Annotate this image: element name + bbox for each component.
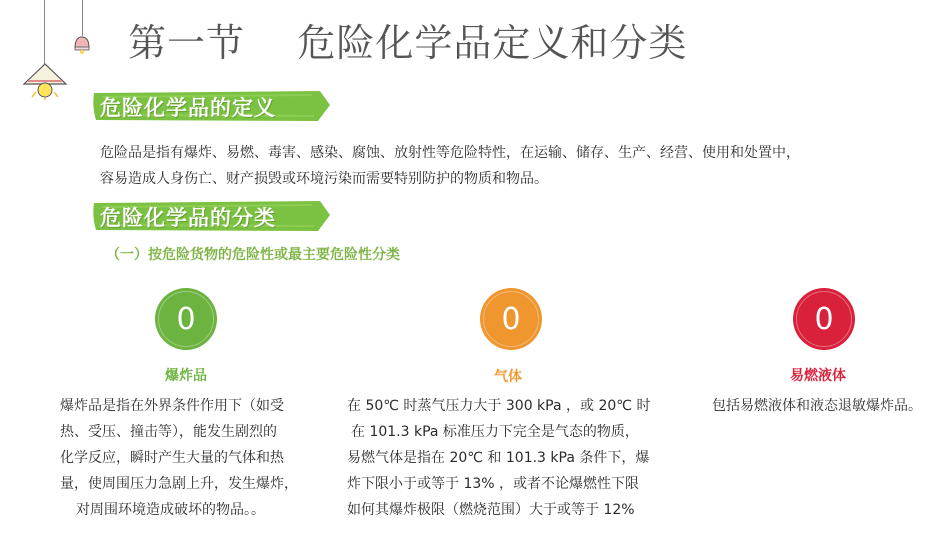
category-label-gases: 气体 xyxy=(494,369,522,385)
description-line: 炸下限小于或等于 13% ，或者不论爆燃性下限 xyxy=(347,476,640,492)
description-line: 在 50℃ 时蒸气压力大于 300 kPa ，或 20℃ 时 xyxy=(347,398,651,414)
description-line: 易燃气体是指在 20℃ 和 101.3 kPa 条件下，爆 xyxy=(347,450,650,466)
description-line: 在 101.3 kPa 标准压力下完全是气态的物质， xyxy=(351,424,639,440)
hanging-lamp-icon xyxy=(18,62,72,100)
banner-title: 危险化学品的分类 xyxy=(100,206,276,230)
category-label-flammable-liquids: 易燃液体 xyxy=(790,368,846,384)
description-line: 爆炸品是指在外界条件作用下（如受 xyxy=(60,398,284,414)
category-description-flammable-liquids xyxy=(712,393,947,419)
description-line: 包括易燃液体和液态退敏爆炸品。 xyxy=(712,398,922,414)
category-label-explosives: 爆炸品 xyxy=(165,368,207,384)
description-line: 热、受压、撞击等），能发生剧烈的 xyxy=(60,424,277,440)
description-line: 量，使周围压力急剧上升，发生爆炸， xyxy=(60,476,298,492)
category-description-explosives xyxy=(60,393,330,523)
category-number: 0 xyxy=(501,301,521,337)
description-line: 化学反应，瞬时产生大量的气体和热 xyxy=(60,450,284,466)
paragraph-line: 容易造成人身伤亡、财产损毁或环境污染而需要特别防护的物质和物品。 xyxy=(100,171,548,187)
definition-paragraph xyxy=(100,140,900,192)
category-circle-explosives xyxy=(155,288,217,350)
section-banner-classification xyxy=(92,199,332,233)
section-banner-definition xyxy=(92,89,332,123)
category-description-gases xyxy=(347,393,687,523)
hanging-bell-icon xyxy=(72,34,92,56)
description-line: 对周围环境造成破坏的物品。。 xyxy=(76,502,265,518)
category-circle-gases xyxy=(480,288,542,350)
description-line: 如何其爆炸极限（燃烧范围）大于或等于 12% xyxy=(347,502,635,518)
lamp-string xyxy=(44,0,45,64)
category-number: 0 xyxy=(176,301,196,337)
category-circle-flammable-liquids xyxy=(793,288,855,350)
banner-title: 危险化学品的定义 xyxy=(100,96,276,120)
lamp-string xyxy=(82,0,83,36)
category-number: 0 xyxy=(814,301,834,337)
paragraph-line: 危险品是指有爆炸、易燃、毒害、感染、腐蚀、放射性等危险特性，在运输、储存、生产、经营、使用和处置中， xyxy=(100,145,800,161)
page-title: 第一节 危险化学品定义和分类 xyxy=(128,21,688,65)
classification-subheading: （一）按危险货物的危险性或最主要危险性分类 xyxy=(106,247,400,263)
